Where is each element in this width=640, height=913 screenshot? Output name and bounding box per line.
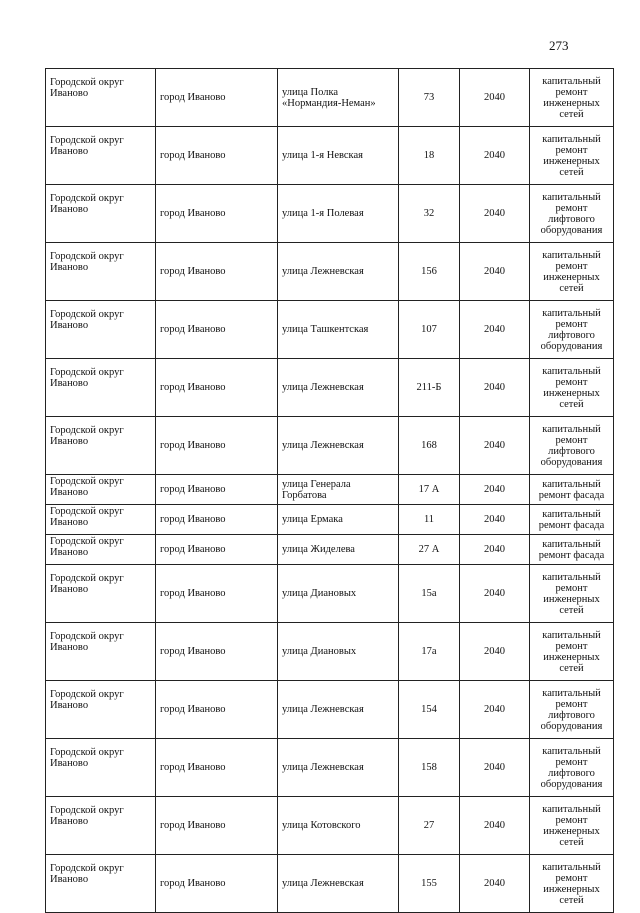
work-type-cell: капитальный ремонт фасада [530,475,614,505]
table-row [46,681,614,739]
district-cell: Городской округ Иваново [46,505,156,535]
year-cell: 2040 [460,127,530,185]
table-row [46,797,614,855]
year-cell: 2040 [460,797,530,855]
year-cell: 2040 [460,417,530,475]
table-body [46,69,614,913]
work-type-cell: капитальный ремонт инженерных сетей [530,127,614,185]
city-cell: город Иваново [156,185,278,243]
table-row [46,185,614,243]
table-row [46,535,614,565]
work-type-cell: капитальный ремонт инженерных сетей [530,855,614,913]
city-cell: город Иваново [156,69,278,127]
house-number-cell: 73 [399,69,460,127]
street-cell: улица Ермака [278,505,399,535]
year-cell: 2040 [460,185,530,243]
house-number-cell: 27 А [399,535,460,565]
city-cell: город Иваново [156,797,278,855]
work-type-cell: капитальный ремонт лифтового оборудования [530,739,614,797]
table-row [46,69,614,127]
street-cell: улица Лежневская [278,243,399,301]
house-number-cell: 17 А [399,475,460,505]
house-number-cell: 17а [399,623,460,681]
house-number-cell: 156 [399,243,460,301]
street-cell: улица 1-я Полевая [278,185,399,243]
table-row [46,623,614,681]
district-cell: Городской округ Иваново [46,301,156,359]
city-cell: город Иваново [156,505,278,535]
street-cell: улица Ташкентская [278,301,399,359]
street-cell: улица Генерала Горбатова [278,475,399,505]
city-cell: город Иваново [156,739,278,797]
house-number-cell: 15а [399,565,460,623]
table-row [46,505,614,535]
year-cell: 2040 [460,243,530,301]
table-row [46,359,614,417]
house-number-cell: 18 [399,127,460,185]
district-cell: Городской округ Иваново [46,359,156,417]
table-row [46,475,614,505]
district-cell: Городской округ Иваново [46,475,156,505]
work-type-cell: капитальный ремонт фасада [530,535,614,565]
work-type-cell: капитальный ремонт инженерных сетей [530,243,614,301]
district-cell: Городской округ Иваново [46,681,156,739]
city-cell: город Иваново [156,623,278,681]
house-number-cell: 168 [399,417,460,475]
district-cell: Городской округ Иваново [46,565,156,623]
table-row [46,243,614,301]
street-cell: улица Диановых [278,623,399,681]
table-row [46,855,614,913]
district-cell: Городской округ Иваново [46,417,156,475]
district-cell: Городской округ Иваново [46,185,156,243]
street-cell: улица Диановых [278,565,399,623]
table-row [46,565,614,623]
housing-repair-table [45,68,614,913]
district-cell: Городской округ Иваново [46,69,156,127]
city-cell: город Иваново [156,535,278,565]
page-number: 273 [549,38,569,53]
house-number-cell: 107 [399,301,460,359]
city-cell: город Иваново [156,243,278,301]
house-number-cell: 211-Б [399,359,460,417]
street-cell: улица Лежневская [278,359,399,417]
work-type-cell: капитальный ремонт фасада [530,505,614,535]
table-row [46,739,614,797]
year-cell: 2040 [460,855,530,913]
year-cell: 2040 [460,565,530,623]
year-cell: 2040 [460,475,530,505]
city-cell: город Иваново [156,359,278,417]
city-cell: город Иваново [156,301,278,359]
house-number-cell: 158 [399,739,460,797]
work-type-cell: капитальный ремонт лифтового оборудования [530,185,614,243]
year-cell: 2040 [460,505,530,535]
street-cell: улица 1-я Невская [278,127,399,185]
district-cell: Городской округ Иваново [46,739,156,797]
table-row [46,127,614,185]
work-type-cell: капитальный ремонт лифтового оборудования [530,417,614,475]
district-cell: Городской округ Иваново [46,855,156,913]
street-cell: улица Лежневская [278,739,399,797]
district-cell: Городской округ Иваново [46,127,156,185]
city-cell: город Иваново [156,855,278,913]
table-row [46,301,614,359]
house-number-cell: 32 [399,185,460,243]
district-cell: Городской округ Иваново [46,797,156,855]
work-type-cell: капитальный ремонт инженерных сетей [530,359,614,417]
street-cell: улица Полка «Нормандия-Неман» [278,69,399,127]
street-cell: улица Лежневская [278,417,399,475]
district-cell: Городской округ Иваново [46,243,156,301]
table-row [46,417,614,475]
city-cell: город Иваново [156,127,278,185]
work-type-cell: капитальный ремонт инженерных сетей [530,565,614,623]
house-number-cell: 154 [399,681,460,739]
city-cell: город Иваново [156,681,278,739]
house-number-cell: 11 [399,505,460,535]
year-cell: 2040 [460,739,530,797]
street-cell: улица Лежневская [278,855,399,913]
street-cell: улица Лежневская [278,681,399,739]
year-cell: 2040 [460,535,530,565]
work-type-cell: капитальный ремонт лифтового оборудования [530,681,614,739]
street-cell: улица Жиделева [278,535,399,565]
year-cell: 2040 [460,681,530,739]
street-cell: улица Котовского [278,797,399,855]
work-type-cell: капитальный ремонт инженерных сетей [530,69,614,127]
city-cell: город Иваново [156,565,278,623]
work-type-cell: капитальный ремонт инженерных сетей [530,797,614,855]
year-cell: 2040 [460,359,530,417]
house-number-cell: 27 [399,797,460,855]
year-cell: 2040 [460,623,530,681]
year-cell: 2040 [460,301,530,359]
city-cell: город Иваново [156,417,278,475]
work-type-cell: капитальный ремонт инженерных сетей [530,623,614,681]
district-cell: Городской округ Иваново [46,623,156,681]
work-type-cell: капитальный ремонт лифтового оборудования [530,301,614,359]
house-number-cell: 155 [399,855,460,913]
year-cell: 2040 [460,69,530,127]
district-cell: Городской округ Иваново [46,535,156,565]
city-cell: город Иваново [156,475,278,505]
